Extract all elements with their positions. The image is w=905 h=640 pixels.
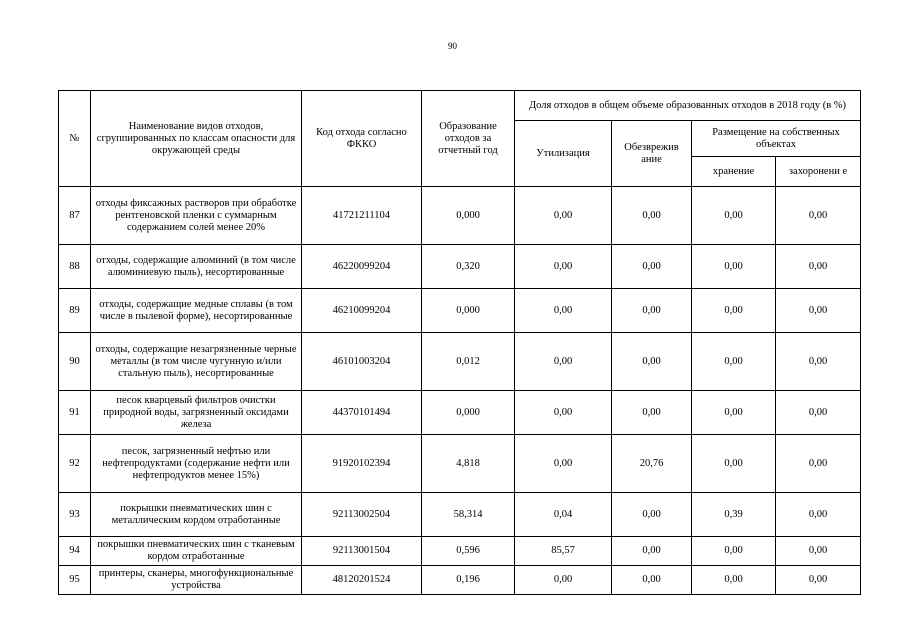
cell-name: покрышки пневматических шин с металлическим кордом отработанные [91, 493, 302, 537]
cell-name: отходы фиксажных растворов при обработке рентгеновской пленки с суммарным содержанием солей менее 20% [91, 187, 302, 245]
cell-code: 92113001504 [302, 537, 422, 566]
header-storage: хранение [692, 157, 776, 187]
cell-utilization: 0,00 [515, 245, 612, 289]
table-row [59, 391, 861, 435]
cell-num: 90 [59, 333, 91, 391]
cell-formed: 58,314 [422, 493, 515, 537]
cell-formed: 0,000 [422, 391, 515, 435]
cell-code: 46210099204 [302, 289, 422, 333]
cell-storage: 0,00 [692, 289, 776, 333]
table-row [59, 187, 861, 245]
cell-neutralization: 0,00 [612, 289, 692, 333]
cell-name: песок кварцевый фильтров очистки природной воды, загрязненный оксидами железа [91, 391, 302, 435]
cell-code: 46101003204 [302, 333, 422, 391]
waste-table [58, 90, 861, 595]
cell-burial: 0,00 [776, 566, 861, 595]
cell-neutralization: 20,76 [612, 435, 692, 493]
cell-utilization: 0,00 [515, 566, 612, 595]
cell-name: отходы, содержащие незагрязненные черные металлы (в том числе чугунную и/или стальную пыль), несортированные [91, 333, 302, 391]
header-formed: Образование отходов за отчетный год [422, 91, 515, 187]
table-row [59, 289, 861, 333]
cell-neutralization: 0,00 [612, 537, 692, 566]
cell-formed: 0,196 [422, 566, 515, 595]
cell-neutralization: 0,00 [612, 566, 692, 595]
cell-burial: 0,00 [776, 187, 861, 245]
cell-neutralization: 0,00 [612, 493, 692, 537]
cell-code: 91920102394 [302, 435, 422, 493]
cell-formed: 4,818 [422, 435, 515, 493]
cell-neutralization: 0,00 [612, 187, 692, 245]
cell-utilization: 0,00 [515, 391, 612, 435]
table-row [59, 566, 861, 595]
cell-utilization: 0,04 [515, 493, 612, 537]
cell-utilization: 0,00 [515, 333, 612, 391]
cell-formed: 0,000 [422, 289, 515, 333]
cell-burial: 0,00 [776, 537, 861, 566]
cell-num: 91 [59, 391, 91, 435]
table-row [59, 435, 861, 493]
header-burial: захоронени е [776, 157, 861, 187]
cell-storage: 0,00 [692, 435, 776, 493]
cell-code: 48120201524 [302, 566, 422, 595]
cell-num: 88 [59, 245, 91, 289]
cell-utilization: 85,57 [515, 537, 612, 566]
cell-name: покрышки пневматических шин с тканевым кордом отработанные [91, 537, 302, 566]
table-row [59, 537, 861, 566]
table-row [59, 493, 861, 537]
table-row [59, 245, 861, 289]
cell-storage: 0,00 [692, 333, 776, 391]
cell-utilization: 0,00 [515, 289, 612, 333]
cell-neutralization: 0,00 [612, 391, 692, 435]
cell-name: отходы, содержащие медные сплавы (в том числе в пылевой форме), несортированные [91, 289, 302, 333]
cell-utilization: 0,00 [515, 435, 612, 493]
cell-storage: 0,00 [692, 245, 776, 289]
cell-num: 89 [59, 289, 91, 333]
cell-storage: 0,00 [692, 537, 776, 566]
cell-burial: 0,00 [776, 245, 861, 289]
cell-num: 94 [59, 537, 91, 566]
cell-burial: 0,00 [776, 289, 861, 333]
header-share: Доля отходов в общем объеме образованных отходов в 2018 году (в %) [515, 91, 861, 121]
cell-storage: 0,00 [692, 391, 776, 435]
cell-neutralization: 0,00 [612, 333, 692, 391]
cell-name: отходы, содержащие алюминий (в том числе алюминиевую пыль), несортированные [91, 245, 302, 289]
cell-neutralization: 0,00 [612, 245, 692, 289]
cell-formed: 0,012 [422, 333, 515, 391]
header-num: № [59, 91, 91, 187]
cell-formed: 0,000 [422, 187, 515, 245]
cell-formed: 0,596 [422, 537, 515, 566]
cell-name: принтеры, сканеры, многофункциональные устройства [91, 566, 302, 595]
page-number: 90 [448, 41, 457, 51]
cell-utilization: 0,00 [515, 187, 612, 245]
header-placement: Размещение на собственных объектах [692, 121, 861, 157]
cell-code: 92113002504 [302, 493, 422, 537]
cell-storage: 0,00 [692, 187, 776, 245]
cell-burial: 0,00 [776, 333, 861, 391]
cell-num: 95 [59, 566, 91, 595]
cell-code: 46220099204 [302, 245, 422, 289]
header-neutralization: Обезврежив ание [612, 121, 692, 187]
cell-num: 87 [59, 187, 91, 245]
cell-num: 92 [59, 435, 91, 493]
table-row [59, 333, 861, 391]
header-utilization: Утилизация [515, 121, 612, 187]
cell-burial: 0,00 [776, 435, 861, 493]
cell-storage: 0,00 [692, 566, 776, 595]
cell-code: 44370101494 [302, 391, 422, 435]
cell-code: 41721211104 [302, 187, 422, 245]
cell-name: песок, загрязненный нефтью или нефтепродуктами (содержание нефти или нефтепродуктов менее 15%) [91, 435, 302, 493]
cell-formed: 0,320 [422, 245, 515, 289]
header-name: Наименование видов отходов, сгруппированных по классам опасности для окружающей среды [91, 91, 302, 187]
header-code: Код отхода согласно ФККО [302, 91, 422, 187]
cell-burial: 0,00 [776, 493, 861, 537]
table-body [59, 187, 861, 595]
cell-burial: 0,00 [776, 391, 861, 435]
cell-num: 93 [59, 493, 91, 537]
cell-storage: 0,39 [692, 493, 776, 537]
